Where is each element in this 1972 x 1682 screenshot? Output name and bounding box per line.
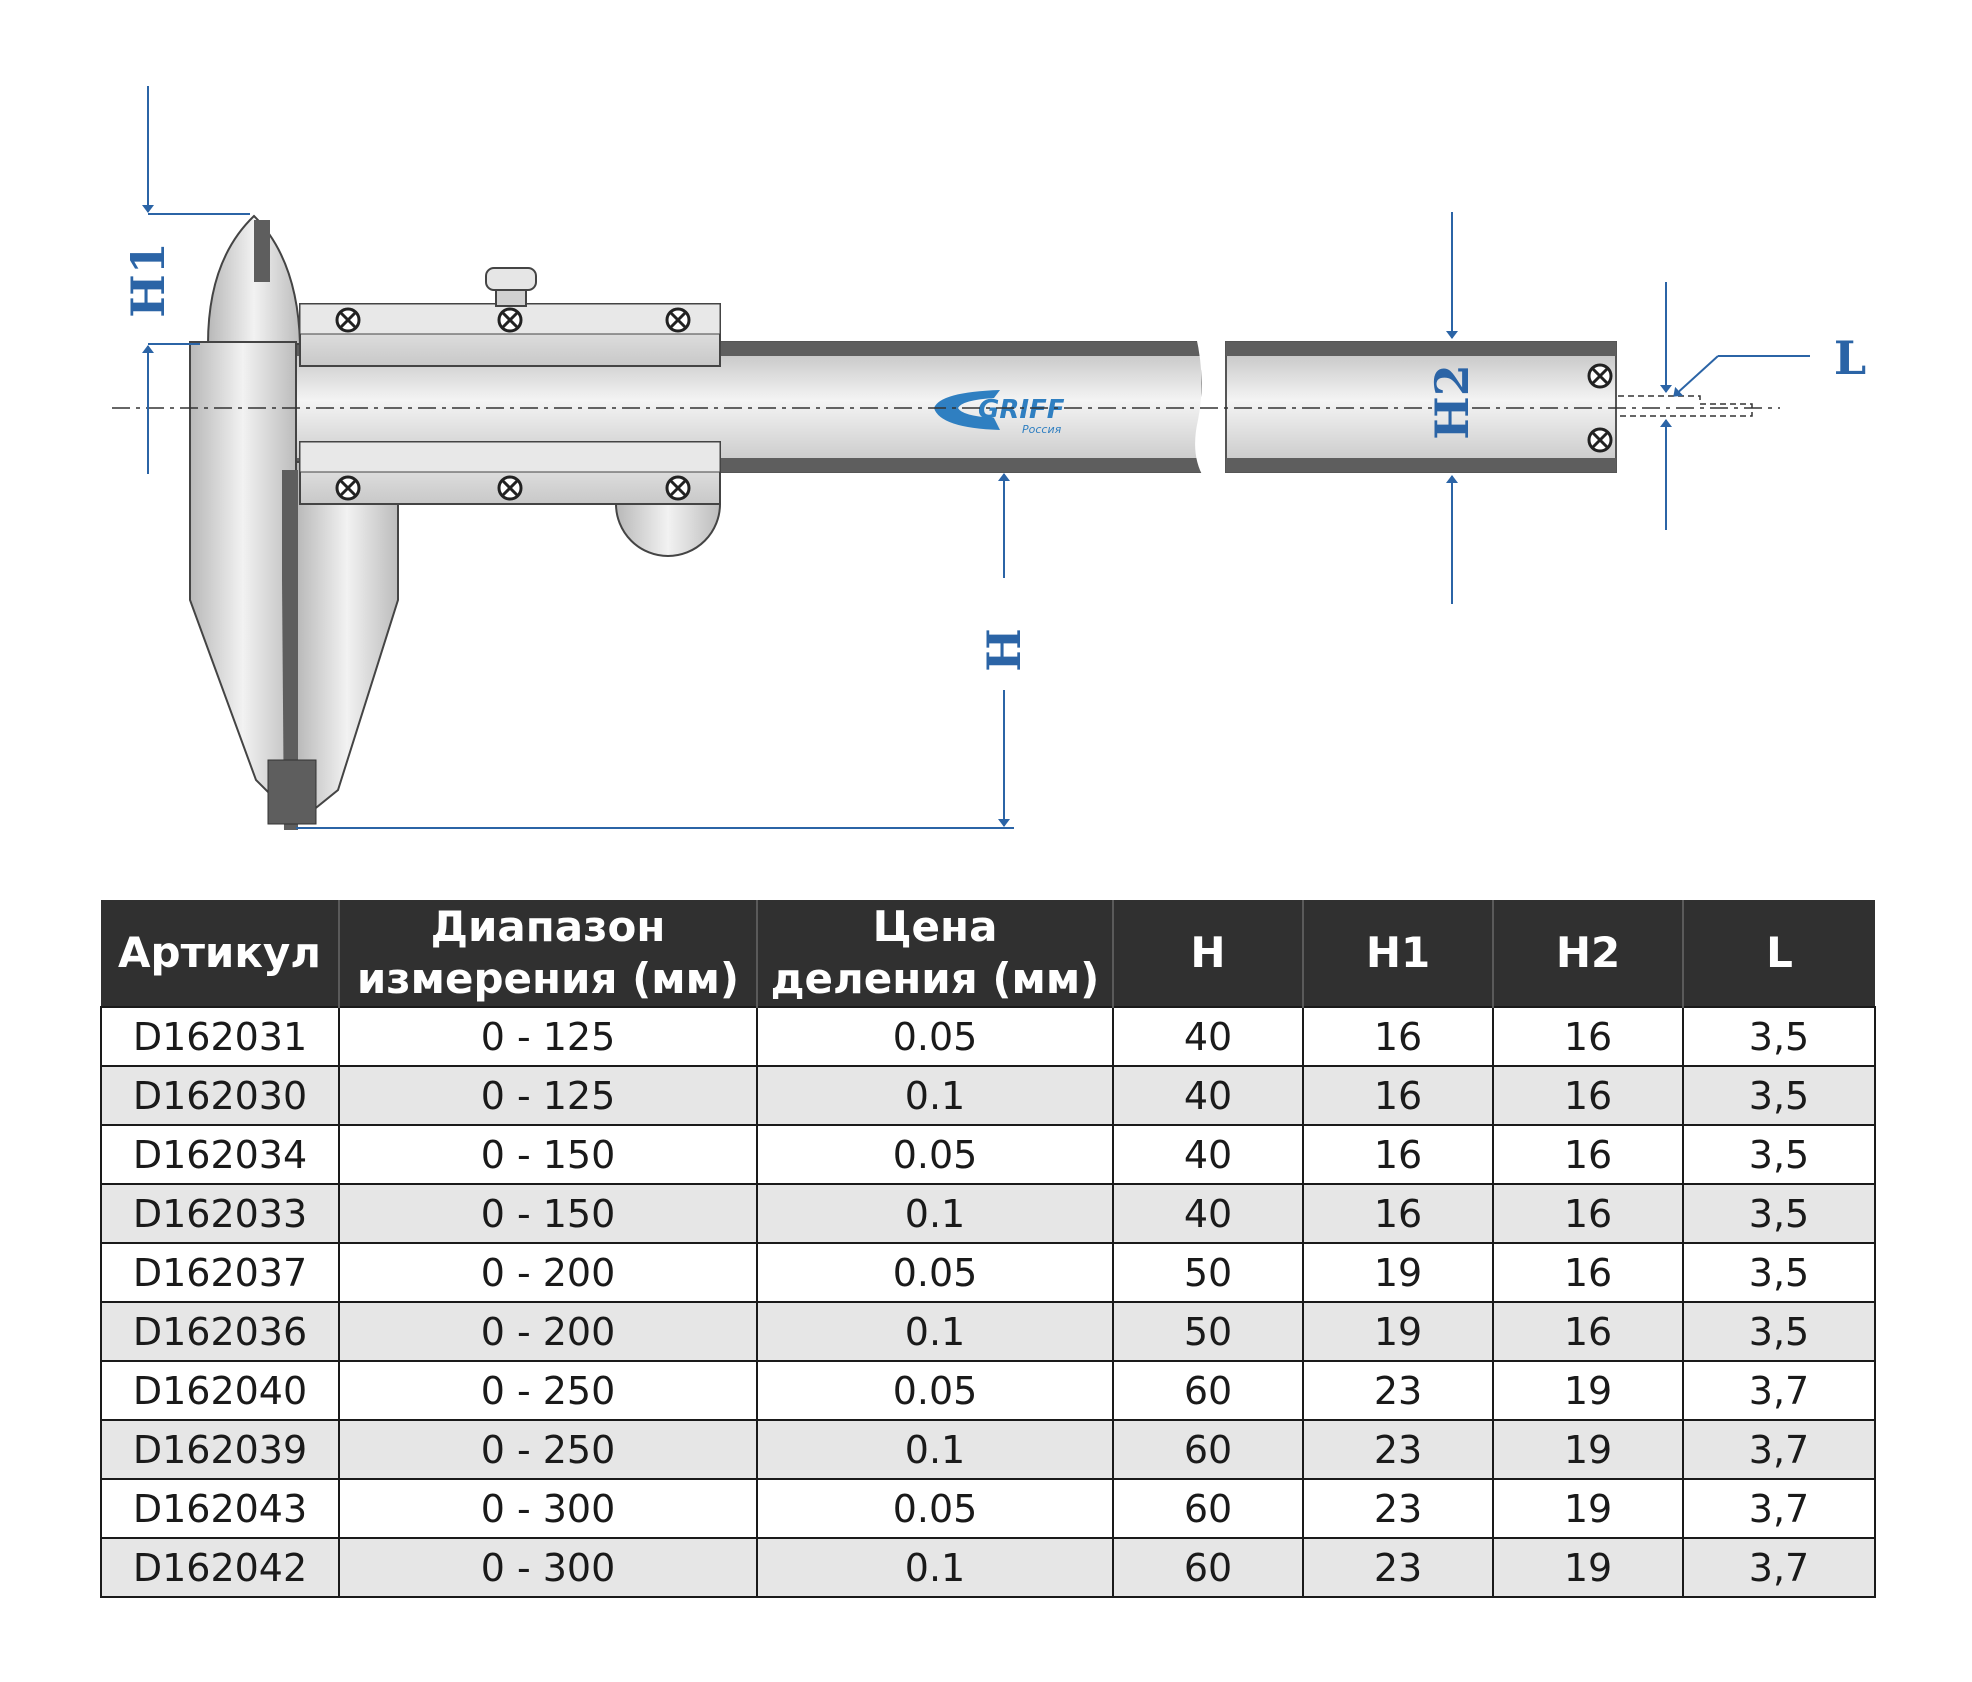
- cell-range: 0 - 125: [339, 1066, 757, 1125]
- cell-h2: 19: [1493, 1479, 1683, 1538]
- table-row: [101, 1361, 1875, 1420]
- header-h1: H1: [1303, 900, 1493, 1007]
- screw-icon: [499, 477, 521, 499]
- cell-article: D162033: [101, 1184, 339, 1243]
- cell-l: 3,7: [1683, 1479, 1875, 1538]
- cell-range: 0 - 250: [339, 1420, 757, 1479]
- cell-range: 0 - 150: [339, 1184, 757, 1243]
- cell-division: 0.1: [757, 1538, 1113, 1597]
- cell-article: D162036: [101, 1302, 339, 1361]
- cell-article: D162034: [101, 1125, 339, 1184]
- screw-icon: [1589, 429, 1611, 451]
- cell-h: 60: [1113, 1361, 1303, 1420]
- cell-division: 0.05: [757, 1479, 1113, 1538]
- cell-l: 3,5: [1683, 1302, 1875, 1361]
- cell-division: 0.05: [757, 1243, 1113, 1302]
- cell-article: D162037: [101, 1243, 339, 1302]
- screw-icon: [499, 309, 521, 331]
- cell-range: 0 - 300: [339, 1538, 757, 1597]
- upper-jaw: [208, 216, 300, 344]
- cell-h: 50: [1113, 1302, 1303, 1361]
- header-l: L: [1683, 900, 1875, 1007]
- cell-l: 3,7: [1683, 1361, 1875, 1420]
- cell-article: D162039: [101, 1420, 339, 1479]
- cell-h: 60: [1113, 1420, 1303, 1479]
- cell-h: 40: [1113, 1007, 1303, 1066]
- screw-icon: [337, 477, 359, 499]
- cell-h1: 23: [1303, 1479, 1493, 1538]
- cell-h2: 16: [1493, 1184, 1683, 1243]
- cell-h: 40: [1113, 1066, 1303, 1125]
- table-body: [101, 1007, 1875, 1597]
- depth-rod: [1618, 396, 1752, 416]
- cell-h1: 23: [1303, 1420, 1493, 1479]
- cell-l: 3,5: [1683, 1125, 1875, 1184]
- cell-article: D162040: [101, 1361, 339, 1420]
- header-division: Цена деления (мм): [757, 900, 1113, 1007]
- cell-range: 0 - 150: [339, 1125, 757, 1184]
- header-article: Артикул: [101, 900, 339, 1007]
- cell-l: 3,5: [1683, 1243, 1875, 1302]
- cell-h1: 16: [1303, 1184, 1493, 1243]
- cell-h: 60: [1113, 1538, 1303, 1597]
- header-h: H: [1113, 900, 1303, 1007]
- screw-icon: [337, 309, 359, 331]
- table-header-row: [101, 900, 1875, 1007]
- cell-h1: 23: [1303, 1361, 1493, 1420]
- cell-h2: 19: [1493, 1361, 1683, 1420]
- header-h2: H2: [1493, 900, 1683, 1007]
- cell-h1: 16: [1303, 1066, 1493, 1125]
- cell-range: 0 - 200: [339, 1243, 757, 1302]
- lower-jaw-sliding: [268, 462, 398, 830]
- cell-l: 3,7: [1683, 1420, 1875, 1479]
- lower-jaw-fixed: [190, 342, 296, 820]
- cell-h1: 16: [1303, 1125, 1493, 1184]
- cell-division: 0.1: [757, 1420, 1113, 1479]
- spec-table: [100, 900, 1876, 1598]
- header-range: Диапазон измерения (мм): [339, 900, 757, 1007]
- cell-l: 3,7: [1683, 1538, 1875, 1597]
- label-h1: H1: [121, 242, 175, 318]
- cell-h2: 16: [1493, 1125, 1683, 1184]
- table-row: [101, 1479, 1875, 1538]
- cell-h1: 19: [1303, 1302, 1493, 1361]
- cell-article: D162042: [101, 1538, 339, 1597]
- cell-h1: 19: [1303, 1243, 1493, 1302]
- cell-h2: 19: [1493, 1538, 1683, 1597]
- screw-icon: [667, 309, 689, 331]
- cell-h: 40: [1113, 1125, 1303, 1184]
- cell-range: 0 - 250: [339, 1361, 757, 1420]
- cell-h: 50: [1113, 1243, 1303, 1302]
- lock-screw: [486, 268, 536, 306]
- cell-h: 40: [1113, 1184, 1303, 1243]
- cell-h2: 16: [1493, 1243, 1683, 1302]
- label-h2: H2: [1425, 364, 1479, 440]
- cell-h1: 23: [1303, 1538, 1493, 1597]
- label-h: H: [977, 628, 1031, 672]
- table-row: [101, 1066, 1875, 1125]
- table-row: [101, 1184, 1875, 1243]
- cell-h2: 16: [1493, 1007, 1683, 1066]
- cell-article: D162031: [101, 1007, 339, 1066]
- cell-division: 0.1: [757, 1066, 1113, 1125]
- cell-division: 0.05: [757, 1361, 1113, 1420]
- label-l: L: [1833, 331, 1867, 385]
- brand-subtitle: Россия: [1022, 423, 1062, 436]
- brand-name: GRIFF: [978, 395, 1065, 425]
- table-row: [101, 1538, 1875, 1597]
- cell-h2: 19: [1493, 1420, 1683, 1479]
- screw-icon: [667, 477, 689, 499]
- table-row: [101, 1125, 1875, 1184]
- table-row: [101, 1420, 1875, 1479]
- cell-range: 0 - 200: [339, 1302, 757, 1361]
- cell-division: 0.1: [757, 1184, 1113, 1243]
- cell-h2: 16: [1493, 1066, 1683, 1125]
- screw-icon: [1589, 365, 1611, 387]
- table-row: [101, 1007, 1875, 1066]
- cell-l: 3,5: [1683, 1066, 1875, 1125]
- cell-h: 60: [1113, 1479, 1303, 1538]
- cell-h1: 16: [1303, 1007, 1493, 1066]
- cell-article: D162043: [101, 1479, 339, 1538]
- cell-h2: 16: [1493, 1302, 1683, 1361]
- table-row: [101, 1243, 1875, 1302]
- cell-l: 3,5: [1683, 1007, 1875, 1066]
- cell-division: 0.05: [757, 1125, 1113, 1184]
- cell-l: 3,5: [1683, 1184, 1875, 1243]
- cell-division: 0.05: [757, 1007, 1113, 1066]
- cell-range: 0 - 125: [339, 1007, 757, 1066]
- cell-article: D162030: [101, 1066, 339, 1125]
- table-row: [101, 1302, 1875, 1361]
- cell-range: 0 - 300: [339, 1479, 757, 1538]
- cell-division: 0.1: [757, 1302, 1113, 1361]
